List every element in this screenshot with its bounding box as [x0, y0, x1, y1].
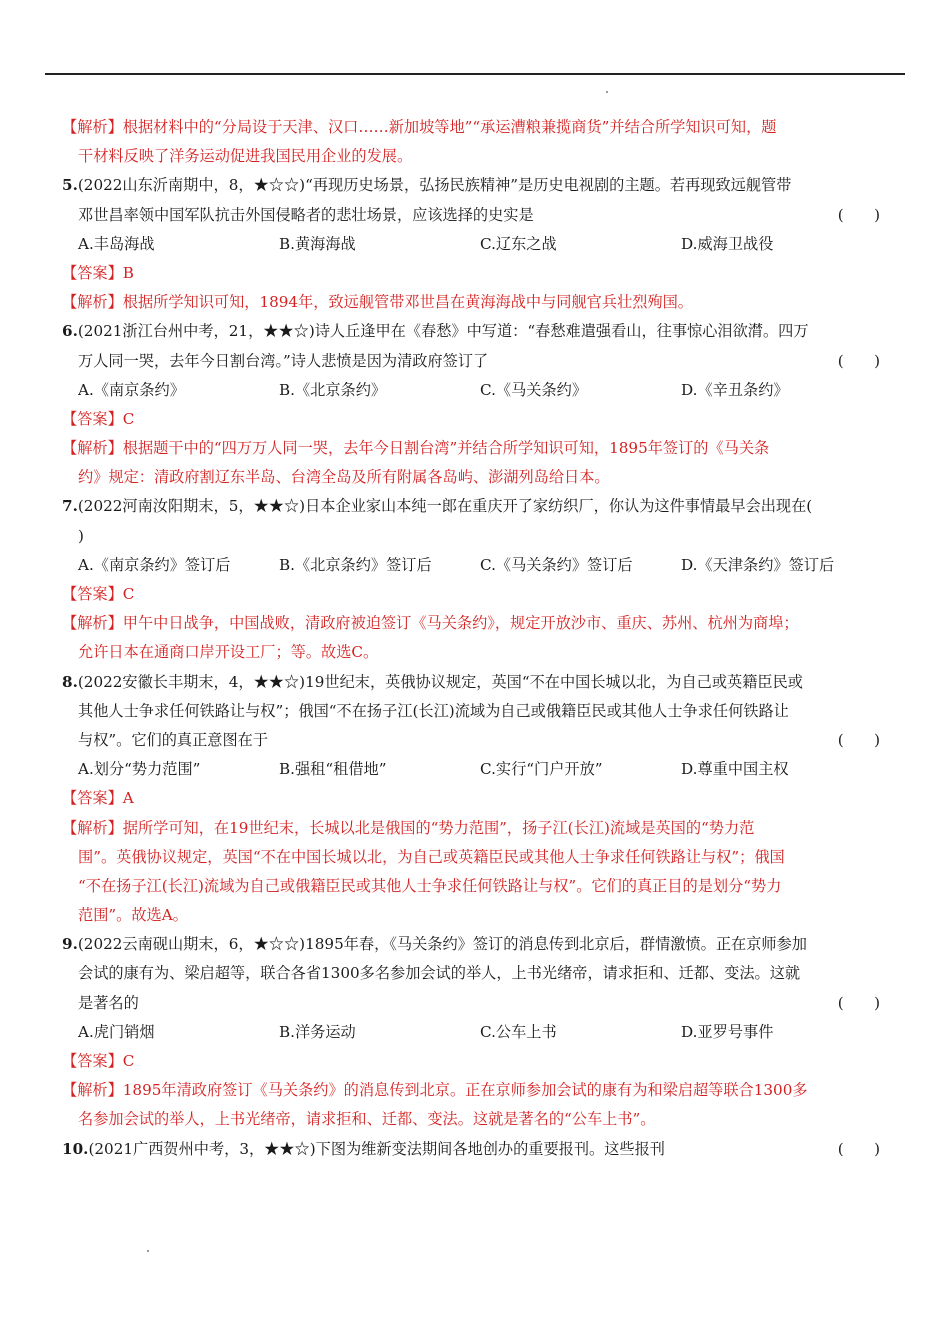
answer-line: 【答案】C [62, 585, 135, 603]
question-7-stem: ) [78, 526, 84, 545]
scan-dot [606, 91, 608, 93]
option-a: A.虎门销烟 [78, 1022, 155, 1041]
analysis-line: 【解析】1895年清政府签订《马关条约》的消息传到北京。正在京师参加会试的康有为和梁启超等联合1300多 [62, 1081, 808, 1100]
option-c: C.《马关条约》 [480, 380, 588, 399]
option-b: B.《北京条约》签订后 [279, 555, 432, 574]
analysis-line: 【解析】据所学可知，在19世纪末，长城以北是俄国的“势力范围”，扬子江(长江)流域是英国的“势力范 [62, 818, 755, 837]
analysis-line: 围”。英俄协议规定，英国“不在中国长城以北，为自己或英籍臣民或其他人士争求任何铁路让与权”；俄国 [78, 847, 785, 866]
analysis-line: 干材料反映了洋务运动促进我国民用企业的发展。 [78, 147, 413, 166]
answer-line: 【答案】C [62, 1052, 135, 1070]
answer-blank: ( ) [837, 730, 880, 749]
answer-line: 【答案】B [62, 263, 134, 282]
question-5-options [62, 230, 890, 259]
question-sheet [62, 113, 890, 1164]
option-a: A.划分“势力范围” [78, 760, 201, 779]
option-d: D.亚罗号事件 [681, 1022, 774, 1041]
option-b: B.《北京条约》 [279, 380, 387, 399]
analysis-line: 名参加会试的举人，上书光绪帝，请求拒和、迁都、变法。这就是著名的“公车上书”。 [78, 1110, 656, 1129]
header-rule [45, 73, 905, 75]
question-10-stem: 10.(2021广西贺州中考，3，★★☆)下图为维新变法期间各地创办的重要报刊。这些报刊 ( ) [62, 1135, 890, 1164]
option-a: A.《南京条约》 [78, 380, 185, 399]
option-b: B.黄海海战 [279, 234, 356, 253]
answer-blank: ( ) [837, 205, 880, 224]
analysis-line: 【解析】根据题干中的“四万万人同一哭，去年今日割台湾”并结合所学知识可知，1895年签订的《马关条 [62, 439, 770, 458]
question-8-options [62, 755, 890, 784]
analysis-line: “不在扬子江(长江)流域为自己或俄籍臣民或其他人士争求任何铁路让与权”。它们的真正目的是划分“势力 [78, 876, 782, 895]
question-7-stem: 7.(2022河南汝阳期末，5，★★☆)日本企业家山本纯一郎在重庆开了家纺织厂，你认为这件事情最早会出现在( [62, 497, 813, 516]
answer-blank: ( ) [837, 1139, 880, 1158]
analysis-line: 约》规定：清政府割辽东半岛、台湾全岛及所有附属各岛屿、澎湖列岛给日本。 [78, 468, 610, 487]
question-6-stem: 万人同一哭，去年今日割台湾。”诗人悲愤是因为清政府签订了 ( ) [62, 347, 890, 376]
option-c: C.辽东之战 [480, 234, 557, 253]
option-d: D.《天津条约》签订后 [681, 555, 835, 574]
question-8-stem: 其他人士争求任何铁路让与权”；俄国“不在扬子江(长江)流域为自己或俄籍臣民或其他人士争求任何铁路让 [78, 701, 789, 720]
question-9-stem: 会试的康有为、梁启超等，联合各省1300多名参加会试的举人，上书光绪帝，请求拒和、迁都、变法。这就 [78, 964, 801, 983]
question-9-stem: 是著名的 ( ) [62, 989, 890, 1018]
option-b: B.强租“租借地” [279, 760, 387, 779]
option-d: D.尊重中国主权 [681, 760, 789, 779]
question-9-options [62, 1018, 890, 1047]
analysis-line: 范围”。故选A。 [78, 906, 188, 925]
analysis-line: 允许日本在通商口岸开设工厂；等。故选C。 [78, 643, 379, 662]
option-b: B.洋务运动 [279, 1022, 356, 1041]
question-7-options [62, 551, 890, 580]
question-9-stem: 9.(2022云南砚山期末，6，★☆☆)1895年春，《马关条约》签订的消息传到北京后，群情激愤。正在京师参加 [62, 935, 807, 954]
option-d: D.威海卫战役 [681, 234, 774, 253]
question-6-stem: 6.(2021浙江台州中考，21，★★☆)诗人丘逢甲在《春愁》中写道：“春愁难遣强看山，往事惊心泪欲潸。四万 [62, 322, 809, 341]
question-5-stem: 5.(2022山东沂南期中，8，★☆☆)“再现历史场景，弘扬民族精神”是历史电视剧的主题。若再现致远舰管带 [62, 176, 792, 195]
question-8-stem: 8.(2022安徽长丰期末，4，★★☆)19世纪末，英俄协议规定，英国“不在中国长城以北，为自己或英籍臣民或 [62, 672, 803, 691]
question-8-stem: 与权”。它们的真正意图在于 ( ) [62, 726, 890, 755]
question-5-stem: 邓世昌率领中国军队抗击外国侵略者的悲壮场景，应该选择的史实是 ( ) [62, 201, 890, 230]
scan-dot [147, 1250, 149, 1252]
option-c: C.《马关条约》签订后 [480, 555, 633, 574]
answer-blank: ( ) [837, 351, 880, 370]
option-a: A.丰岛海战 [78, 234, 155, 253]
analysis-line: 【解析】根据所学知识可知，1894年，致远舰管带邓世昌在黄海海战中与同舰官兵壮烈殉国。 [62, 293, 693, 312]
question-6-options [62, 376, 890, 405]
option-d: D.《辛丑条约》 [681, 380, 789, 399]
analysis-line: 【解析】甲午中日战争，中国战败，清政府被迫签订《马关条约》，规定开放沙市、重庆、苏州、杭州为商埠； [62, 614, 799, 633]
analysis-line: 【解析】根据材料中的“分局设于天津、汉口……新加坡等地”“承运漕粮兼揽商货”并结合所学知识可知，题 [62, 118, 777, 136]
option-c: C.实行“门户开放” [480, 760, 603, 779]
option-a: A.《南京条约》签订后 [78, 555, 231, 574]
answer-blank: ( ) [837, 993, 880, 1012]
option-c: C.公车上书 [480, 1022, 557, 1041]
answer-line: 【答案】A [62, 789, 134, 808]
answer-line: 【答案】C [62, 409, 135, 428]
